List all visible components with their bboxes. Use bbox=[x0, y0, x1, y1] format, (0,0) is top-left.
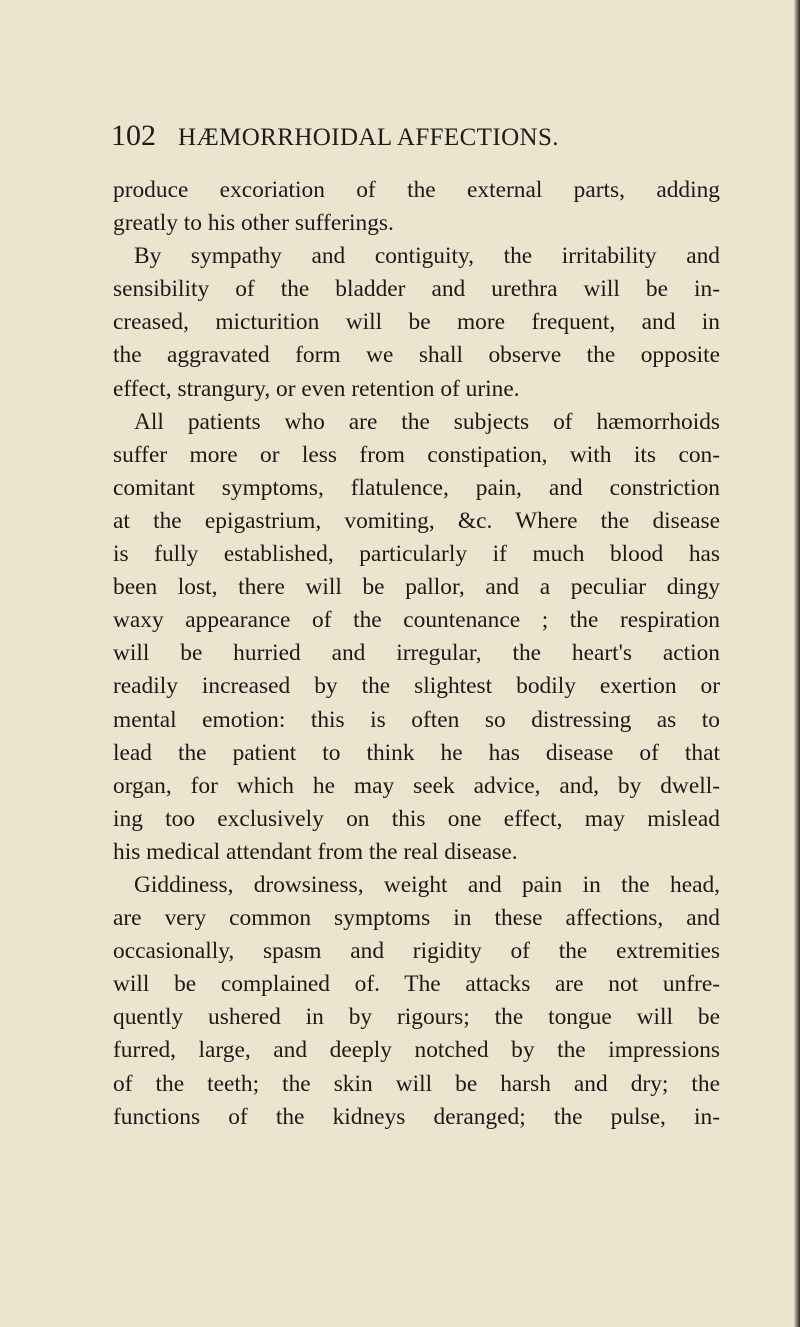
text-line: By sympathy and contiguity, the irritability and bbox=[134, 243, 720, 270]
text-line: lead the patient to think he has disease of that bbox=[113, 739, 720, 766]
text-line: creased, micturition will be more frequent, and in bbox=[113, 309, 720, 336]
text-line: suffer more or less from constipation, with its con- bbox=[113, 441, 720, 468]
text-line: will be complained of. The attacks are not unfre- bbox=[113, 971, 720, 998]
text-line: quently ushered in by rigours; the tongue will be bbox=[113, 1004, 720, 1031]
text-line: furred, large, and deeply notched by the impressions bbox=[113, 1037, 720, 1064]
text-line: is fully established, particularly if much blood has bbox=[113, 541, 720, 568]
page-number: 102 bbox=[111, 119, 156, 152]
text-line: effect, strangury, or even retention of urine. bbox=[113, 375, 520, 402]
text-line: readily increased by the slightest bodily exertion or bbox=[113, 673, 720, 700]
running-title: HÆMORRHOIDAL AFFECTIONS. bbox=[178, 124, 559, 151]
text-line: comitant symptoms, flatulence, pain, and constriction bbox=[113, 474, 720, 501]
text-line: ing too exclusively on this one effect, may mislead bbox=[113, 805, 720, 832]
text-line: his medical attendant from the real disease. bbox=[113, 838, 518, 865]
text-line: occasionally, spasm and rigidity of the extremities bbox=[113, 938, 720, 965]
text-line: sensibility of the bladder and urethra will be in- bbox=[113, 276, 720, 303]
body-text bbox=[113, 174, 720, 1134]
text-line: mental emotion: this is often so distressing as to bbox=[113, 706, 720, 733]
text-line: organ, for which he may seek advice, and, by dwell- bbox=[113, 772, 720, 799]
text-line: waxy appearance of the countenance ; the respiration bbox=[113, 607, 720, 634]
text-line: All patients who are the subjects of hæmorrhoids bbox=[134, 408, 720, 435]
text-line: at the epigastrium, vomiting, &c. Where the disease bbox=[113, 507, 720, 534]
text-line: functions of the kidneys deranged; the pulse, in- bbox=[113, 1103, 720, 1130]
text-line: the aggravated form we shall observe the opposite bbox=[113, 342, 720, 369]
text-line: produce excoriation of the external parts, adding bbox=[113, 177, 720, 203]
text-line: greatly to his other sufferings. bbox=[113, 210, 394, 237]
text-line: of the teeth; the skin will be harsh and dry; the bbox=[113, 1070, 720, 1097]
text-line: will be hurried and irregular, the heart's action bbox=[113, 640, 720, 667]
text-line: are very common symptoms in these affections, and bbox=[113, 905, 720, 932]
text-line: Giddiness, drowsiness, weight and pain in the head, bbox=[134, 871, 720, 898]
page-edge-shadow bbox=[794, 0, 800, 1327]
text-line: been lost, there will be pallor, and a peculiar dingy bbox=[113, 574, 720, 601]
